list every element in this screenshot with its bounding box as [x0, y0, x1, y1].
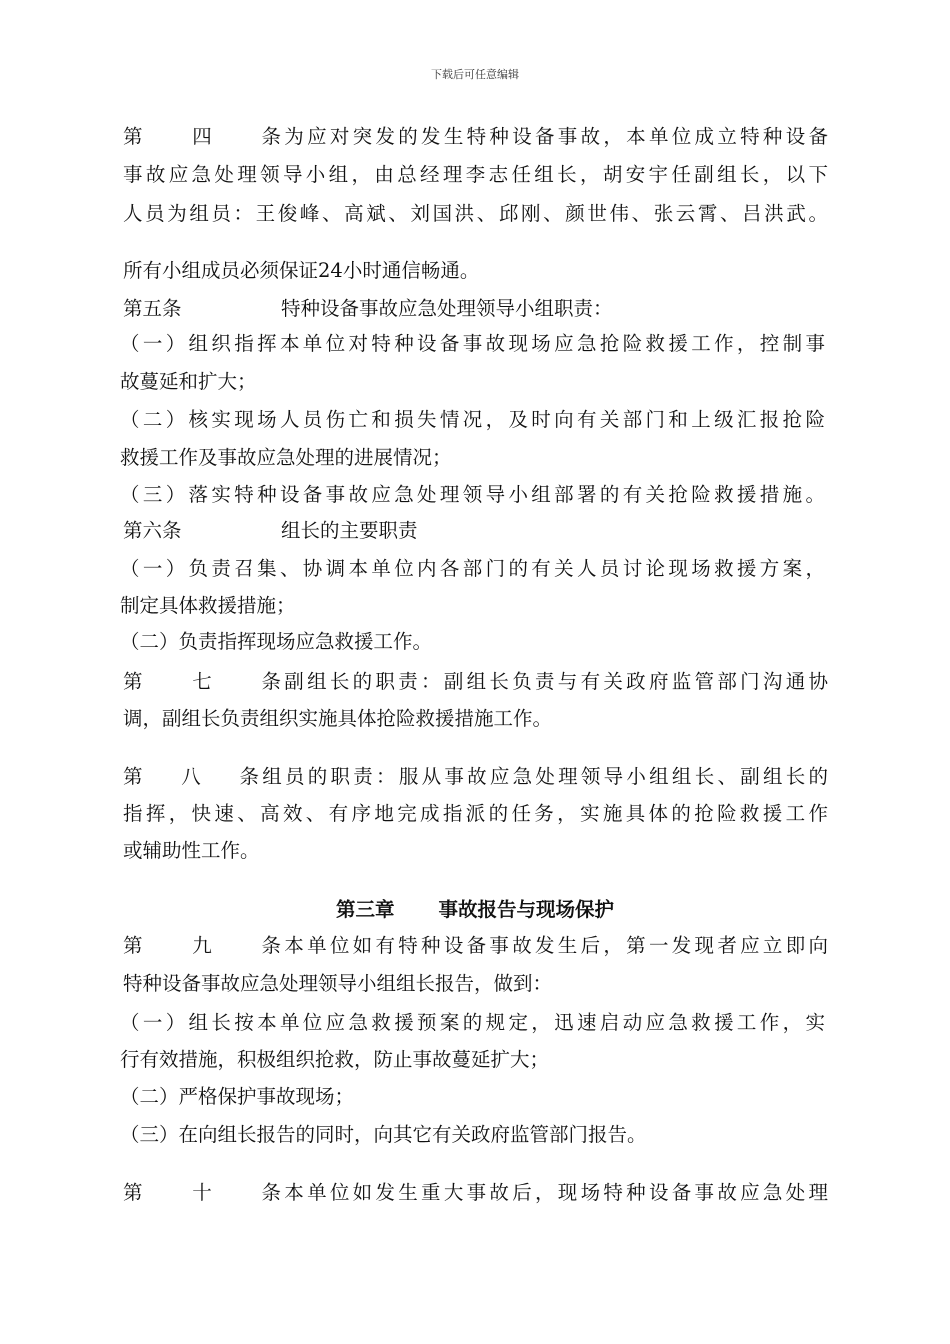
text-line: 调，副组长负责组织实施具体抢险救援措施工作。	[123, 707, 553, 730]
text-line: 所有小组成员必须保证24小时通信畅通。	[123, 259, 480, 282]
text-line: （一）组织指挥本单位对特种设备事故现场应急抢险救援工作，控制事	[120, 332, 825, 355]
article-text: 特种设备事故应急处理领导小组职责：	[281, 297, 613, 320]
text-line: 制定具体救援措施；	[120, 594, 296, 617]
text-line: 指挥，快速、高效、有序地完成指派的任务，实施具体的抢险救援工作	[123, 802, 828, 825]
article-7-line-1	[123, 669, 828, 695]
text-line: （三）落实特种设备事故应急处理领导小组部署的有关抢险救援措施。	[120, 483, 825, 506]
text-line: 或辅助性工作。	[123, 839, 260, 862]
text-line: （一）组长按本单位应急救援预案的规定，迅速启动应急救援工作，实	[120, 1011, 825, 1034]
article-number: 第八条	[123, 765, 259, 788]
text-line: 救援工作及事故应急处理的进展情况；	[120, 446, 452, 469]
article-6-line	[123, 518, 828, 544]
article-8-line-1	[123, 764, 828, 790]
text-line: 人员为组员：王俊峰、高斌、刘国洪、邱刚、颜世伟、张云霄、吕洪武。	[123, 202, 828, 225]
text-line: （一）负责召集、协调本单位内各部门的有关人员讨论现场救援方案，	[120, 557, 825, 580]
article-number: 第六条	[123, 519, 182, 542]
text-line: 行有效措施，积极组织抢救，防止事故蔓延扩大；	[120, 1048, 550, 1071]
article-text: 副组长的职责：副组长负责与有关政府监管部门沟通协	[281, 670, 828, 693]
article-number: 第九条	[123, 934, 281, 957]
article-9-line-1	[123, 933, 828, 959]
text-line: （二）严格保护事故现场；	[120, 1085, 355, 1108]
chapter-heading	[0, 897, 950, 923]
page-header: 下载后可任意编辑	[431, 68, 519, 81]
chapter-number: 第三章	[335, 898, 395, 921]
text-line: （三）在向组长报告的同时，向其它有关政府监管部门报告。	[120, 1123, 647, 1146]
article-4-line-1	[123, 124, 828, 150]
text-line: 事故应急处理领导小组，由总经理李志任组长，胡安宇任副组长，以下	[123, 163, 828, 186]
article-text: 组员的职责：服从事故应急处理领导小组组长、副组长的	[259, 765, 828, 788]
text-line: （二）负责指挥现场应急救援工作。	[120, 630, 433, 653]
chapter-title: 事故报告与现场保护	[438, 898, 615, 921]
article-text: 组长的主要职责	[281, 519, 418, 542]
article-text: 本单位如发生重大事故后，现场特种设备事故应急处理	[281, 1181, 828, 1204]
article-text: 本单位如有特种设备事故发生后，第一发现者应立即向	[281, 934, 828, 957]
article-number: 第四条	[123, 125, 281, 148]
text-line: 故蔓延和扩大；	[120, 370, 257, 393]
article-5-line	[123, 296, 828, 322]
article-10-line-1	[123, 1180, 828, 1206]
text-line: （二）核实现场人员伤亡和损失情况，及时向有关部门和上级汇报抢险	[120, 408, 825, 431]
article-number: 第七条	[123, 670, 281, 693]
article-number: 第五条	[123, 297, 182, 320]
article-number: 第十条	[123, 1181, 281, 1204]
text-line: 特种设备事故应急处理领导小组组长报告，做到：	[123, 972, 553, 995]
article-text: 为应对突发的发生特种设备事故，本单位成立特种设备	[281, 125, 828, 148]
